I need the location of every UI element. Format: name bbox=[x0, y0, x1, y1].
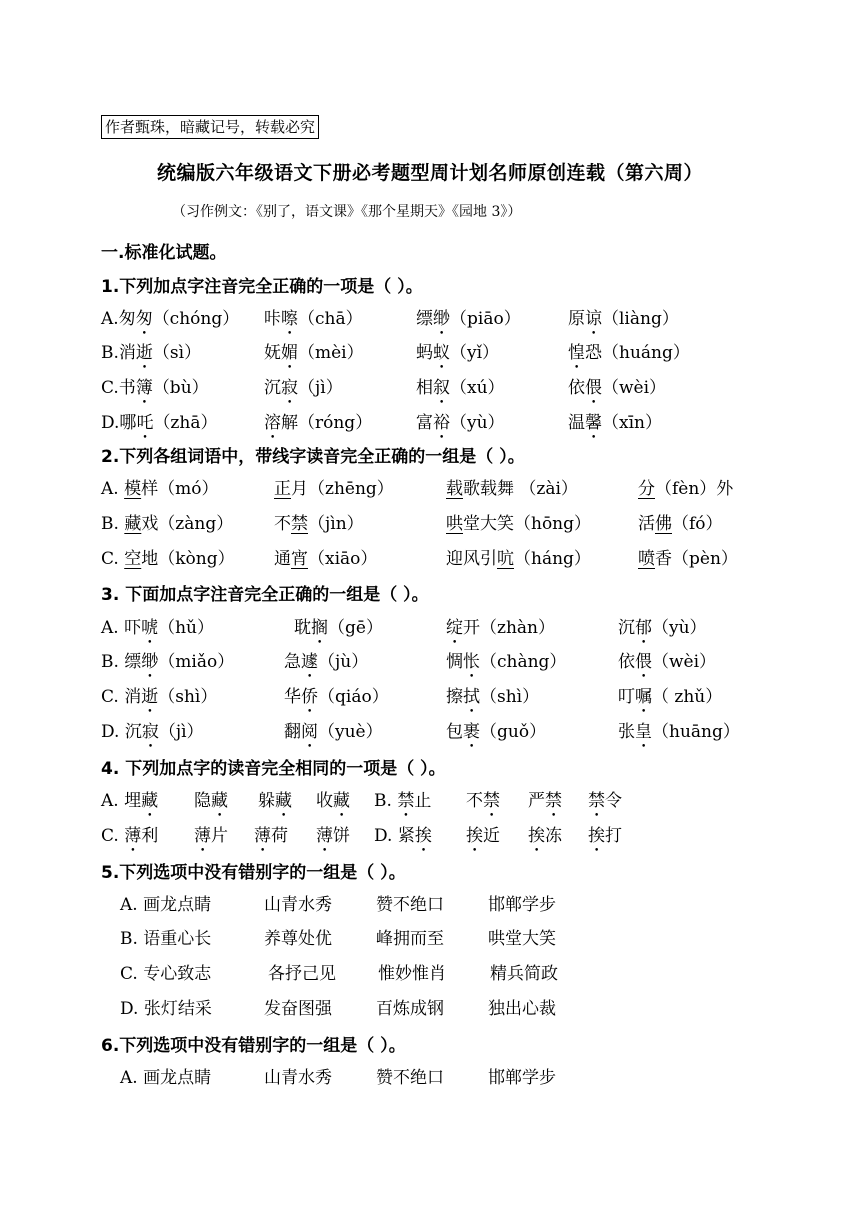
q5-b-1: B. 语重心长 bbox=[120, 929, 212, 949]
q3-c-4: 叮嘱（ zhǔ） bbox=[618, 687, 723, 707]
q1-d-1: D.哪吒（zhā） bbox=[101, 413, 218, 433]
q1-a-3: 缥缈（piāo） bbox=[416, 309, 521, 329]
q6-a-4: 邯郸学步 bbox=[488, 1068, 556, 1088]
q5-a-2: 山青水秀 bbox=[264, 895, 332, 915]
q4-a-1: A. 埋藏 bbox=[101, 791, 159, 811]
q5-d-1: D. 张灯结采 bbox=[120, 999, 212, 1019]
q2-b-2: 不禁（jìn） bbox=[274, 514, 364, 534]
q3-b-1: B. 缥缈（miǎo） bbox=[101, 652, 235, 672]
q4-b-2: 不禁 bbox=[466, 791, 500, 811]
q4-c-4: 薄饼 bbox=[316, 826, 350, 846]
q2-a-3: 载歌载舞 （zài） bbox=[446, 479, 578, 499]
q4-a-2: 隐藏 bbox=[194, 791, 228, 811]
q3-a-1: A. 吓唬（hǔ） bbox=[101, 618, 214, 638]
question-1-stem: 1.下列加点字注音完全正确的一项是（ ）。 bbox=[101, 277, 423, 297]
q6-a-1: A. 画龙点睛 bbox=[120, 1068, 212, 1088]
q5-c-4: 精兵简政 bbox=[490, 964, 558, 984]
q2-row-a bbox=[0, 476, 860, 506]
q1-row-b bbox=[0, 340, 860, 370]
q3-a-3: 绽开（zhàn） bbox=[446, 618, 555, 638]
question-6-stem: 6.下列选项中没有错别字的一组是（ ）。 bbox=[101, 1036, 406, 1056]
q5-row-d bbox=[0, 996, 860, 1026]
q4-c-1: C. 薄利 bbox=[101, 826, 159, 846]
q5-a-4: 邯郸学步 bbox=[488, 895, 556, 915]
q1-c-2: 沉寂（jì） bbox=[264, 378, 343, 398]
q3-d-4: 张皇（huāng） bbox=[618, 722, 740, 742]
q4-d-2: 挨近 bbox=[466, 826, 500, 846]
question-3-stem: 3. 下面加点字注音完全正确的一组是（ ）。 bbox=[101, 585, 429, 605]
q5-b-2: 养尊处优 bbox=[264, 929, 332, 949]
q5-row-b bbox=[0, 926, 860, 956]
q1-d-3: 富裕（yù） bbox=[416, 413, 505, 433]
q3-b-3: 惆怅（chàng） bbox=[446, 652, 567, 672]
q3-d-2: 翻阅（yuè） bbox=[284, 722, 383, 742]
q1-row-d bbox=[0, 410, 860, 440]
section-heading: 一.标准化试题。 bbox=[101, 243, 227, 263]
q1-b-1: B.消逝（sì） bbox=[101, 343, 202, 363]
q4-row-2 bbox=[0, 823, 860, 853]
page-subtitle: （习作例文：《别了，语文课》《那个星期天》《园地 3》） bbox=[172, 204, 522, 220]
q5-b-4: 哄堂大笑 bbox=[488, 929, 556, 949]
q1-d-2: 溶解（róng） bbox=[264, 413, 373, 433]
q6-a-3: 赞不绝口 bbox=[376, 1068, 444, 1088]
q2-b-3: 哄堂大笑（hōng） bbox=[446, 514, 592, 534]
q2-row-b bbox=[0, 511, 860, 541]
q1-d-4: 温馨（xīn） bbox=[568, 413, 662, 433]
q5-d-4: 独出心裁 bbox=[488, 999, 556, 1019]
q1-c-3: 相叙（xú） bbox=[416, 378, 505, 398]
q5-row-a bbox=[0, 892, 860, 922]
q4-d-3: 挨冻 bbox=[528, 826, 562, 846]
q3-b-4: 依偎（wèi） bbox=[618, 652, 717, 672]
q2-c-1: C. 空地（kòng） bbox=[101, 549, 235, 569]
question-2-stem: 2.下列各组词语中，带线字读音完全正确的一组是（ ）。 bbox=[101, 447, 525, 467]
q6-row-a bbox=[0, 1065, 860, 1095]
q5-a-3: 赞不绝口 bbox=[376, 895, 444, 915]
q2-a-1: A. 模样（mó） bbox=[101, 479, 219, 499]
q3-a-2: 耽搁（gē） bbox=[294, 618, 383, 638]
q1-a-2: 咔嚓（chā） bbox=[264, 309, 363, 329]
q2-a-2: 正月（zhēng） bbox=[274, 479, 394, 499]
q4-row-1 bbox=[0, 788, 860, 818]
q1-c-4: 依偎（wèi） bbox=[568, 378, 667, 398]
q5-d-3: 百炼成钢 bbox=[376, 999, 444, 1019]
q1-a-4: 原谅（liàng） bbox=[568, 309, 679, 329]
q3-row-c bbox=[0, 684, 860, 714]
q2-c-3: 迎风引吭（háng） bbox=[446, 549, 591, 569]
q3-row-d bbox=[0, 719, 860, 749]
q4-b-1: B. 禁止 bbox=[374, 791, 432, 811]
q1-a-1: A.匆匆（chóng） bbox=[101, 309, 240, 329]
q4-d-1: D. 紧挨 bbox=[374, 826, 432, 846]
q5-b-3: 峰拥而至 bbox=[376, 929, 444, 949]
author-note: 作者甄珠，暗藏记号，转载必究 bbox=[101, 115, 319, 139]
q1-row-a bbox=[0, 306, 860, 336]
q3-a-4: 沉郁（yù） bbox=[618, 618, 707, 638]
q3-b-2: 急遽（jù） bbox=[284, 652, 369, 672]
q4-b-3: 严禁 bbox=[528, 791, 562, 811]
q4-a-4: 收藏 bbox=[316, 791, 350, 811]
question-5-stem: 5.下列选项中没有错别字的一组是（ ）。 bbox=[101, 863, 406, 883]
q4-c-2: 薄片 bbox=[194, 826, 228, 846]
q4-a-3: 躲藏 bbox=[258, 791, 292, 811]
q5-c-3: 惟妙惟肖 bbox=[378, 964, 446, 984]
q2-b-4: 活佛（fó） bbox=[638, 514, 723, 534]
q6-a-2: 山青水秀 bbox=[264, 1068, 332, 1088]
q2-b-1: B. 藏戏（zàng） bbox=[101, 514, 234, 534]
q1-b-4: 惶恐（huáng） bbox=[568, 343, 690, 363]
q4-c-3: 薄荷 bbox=[254, 826, 288, 846]
question-4-stem: 4. 下列加点字的读音完全相同的一项是（ ）。 bbox=[101, 759, 446, 779]
page-title: 统编版六年级语文下册必考题型周计划名师原创连载（第六周） bbox=[156, 162, 703, 184]
q2-a-4: 分（fèn）外 bbox=[638, 479, 734, 499]
q1-c-1: C.书簿（bù） bbox=[101, 378, 209, 398]
q3-c-3: 擦拭（shì） bbox=[446, 687, 540, 707]
q4-b-4: 禁令 bbox=[588, 791, 622, 811]
q5-c-1: C. 专心致志 bbox=[120, 964, 212, 984]
q3-c-2: 华侨（qiáo） bbox=[284, 687, 389, 707]
q2-row-c bbox=[0, 546, 860, 576]
q5-d-2: 发奋图强 bbox=[264, 999, 332, 1019]
q3-d-3: 包裹（guǒ） bbox=[446, 722, 547, 742]
q1-b-2: 妩媚（mèi） bbox=[264, 343, 364, 363]
q3-d-1: D. 沉寂（jì） bbox=[101, 722, 204, 742]
q3-row-b bbox=[0, 649, 860, 679]
q2-c-4: 喷香（pèn） bbox=[638, 549, 738, 569]
q4-d-4: 挨打 bbox=[588, 826, 622, 846]
q5-c-2: 各抒己见 bbox=[268, 964, 336, 984]
q5-a-1: A. 画龙点睛 bbox=[120, 895, 212, 915]
q1-b-3: 蚂蚁（yǐ） bbox=[416, 343, 500, 363]
q1-row-c bbox=[0, 375, 860, 405]
q3-c-1: C. 消逝（shì） bbox=[101, 687, 218, 707]
q2-c-2: 通宵（xiāo） bbox=[274, 549, 378, 569]
q3-row-a bbox=[0, 615, 860, 645]
q5-row-c bbox=[0, 961, 860, 991]
